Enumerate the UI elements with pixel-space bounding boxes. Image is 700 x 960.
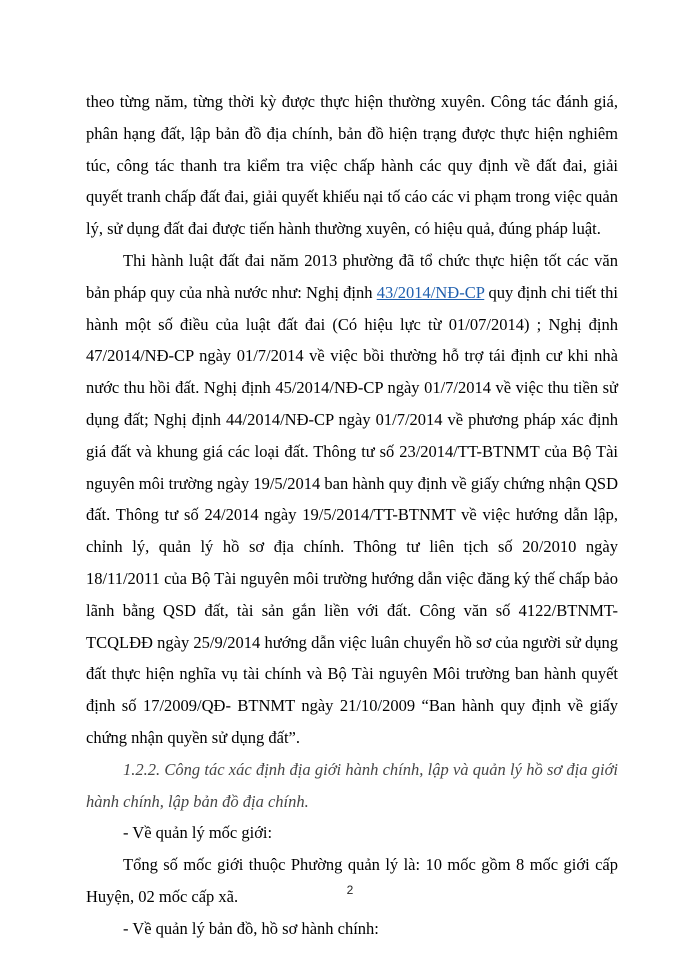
decree-43-link[interactable]: 43/2014/NĐ-CP: [376, 282, 485, 302]
section-heading-1-2-2: 1.2.2. Công tác xác định địa giới hành chính, lập và quản lý hồ sơ địa giới hành chính, lập bản đồ địa chính.: [86, 759, 618, 811]
paragraph-land-management: theo từng năm, từng thời kỳ được thực hiện thường xuyên. Công tác đánh giá, phân hạng đất, lập bản đồ địa chính, bản đồ hiện trạng được thực hiện nghiêm túc, công tác thanh tra kiểm tra việc chấp hành các quy định về đất đai, giải quyết tranh chấp đất đai, giải quyết khiếu nại tố cáo các vi phạm trong việc quản lý, sử dụng đất đai được tiến hành thường xuyên, có hiệu quả, đúng pháp luật.: [86, 92, 618, 239]
paragraph-marker-count: Tổng số mốc giới thuộc Phường quản lý là: 10 mốc gồm 8 mốc giới cấp Huyện, 02 mốc cấp xã.: [86, 855, 618, 906]
bullet-boundary-markers: - Về quản lý mốc giới:: [123, 823, 273, 843]
page-number: 2: [346, 883, 354, 897]
paragraph-legal-rest: quy định chi tiết thi hành một số điều của luật đất đai (Có hiệu lực từ 01/07/2014) ; Nghị định 47/2014/NĐ-CP ngày 01/7/2014 về việc bồi thường hỗ trợ tái định cư khi nhà nước thu hồi đất. Nghị định 45/2014/NĐ-CP ngày 01/7/2014 về việc thu tiền sử dụng đất; Nghị định 44/2014/NĐ-CP ngày 01/7/2014 về phương pháp xác định giá đất và khung giá các loại đất. Thông tư số 23/2014/TT-BTNMT của Bộ Tài nguyên môi trường ngày 19/5/2014 ban hành quy định về giấy chứng nhận QSD đất. Thông tư số 24/2014 ngày 19/5/2014/TT-BTNMT về việc hướng dẫn lập, chỉnh lý, quản lý hồ sơ địa chính. Thông tư liên tịch số 20/2010 ngày 18/11/2011 của Bộ Tài nguyên môi trường hướng dẫn việc đăng ký thế chấp bảo lãnh bằng QSD đất, tài sản gắn liền với đất. Công văn số 4122/BTNMT-TCQLĐĐ ngày 25/9/2014 hướng dẫn việc luân chuyển hồ sơ của người sử dụng đất thực hiện nghĩa vụ tài chính và Bộ Tài nguyên Môi trường ban hành quyết định số 17/2009/QĐ- BTNMT ngày 21/10/2009 “Ban hành quy định về giấy chứng nhận quyền sử dụng đất”.: [86, 282, 618, 747]
paragraph-legal-intro: Thi hành luật đất đai năm 2013 phường đã tổ chức thực hiện tốt các văn bản pháp quy của nhà nước như: Nghị định: [86, 250, 618, 302]
bullet-maps-records: - Về quản lý bản đồ, hồ sơ hành chính:: [123, 918, 379, 938]
document-body: [86, 86, 618, 945]
paragraph-legal-documents: [86, 245, 618, 754]
